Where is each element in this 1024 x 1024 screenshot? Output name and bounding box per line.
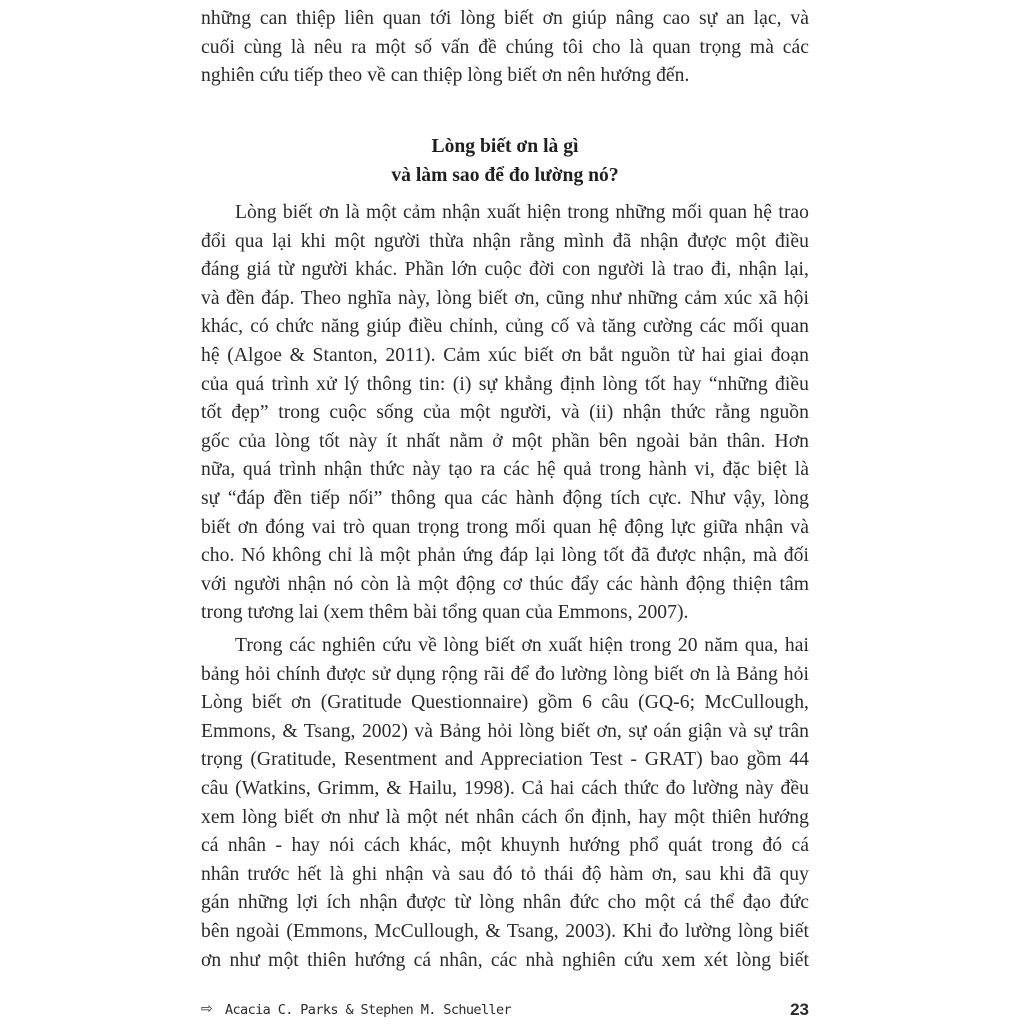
paragraph-definition xyxy=(201,199,809,628)
text-line: cuối cùng là nêu ra một số vấn đề chúng tôi cho là quan trọng mà các xyxy=(201,36,809,58)
text-line: Trong các nghiên cứu về lòng biết ơn xuất hiện trong 20 năm qua, hai xyxy=(235,635,809,656)
section-heading-line: và làm sao để đo lường nó? xyxy=(391,164,619,186)
text-line: Emmons, & Tsang, 2002) và Bảng hỏi lòng biết ơn, sự oán giận và sự trân xyxy=(201,720,809,742)
text-line: của quá trình xử lý thông tin: (i) sự khẳng định lòng tốt hay “những điều xyxy=(201,373,809,395)
text-line: trong tương lai (xem thêm bài tổng quan của Emmons, 2007). xyxy=(201,602,689,624)
paragraph-measurement xyxy=(201,632,809,975)
intro-paragraph-continuation xyxy=(201,5,809,91)
section-heading-line: Lòng biết ơn là gì xyxy=(431,136,579,157)
text-line: Lòng biết ơn là một cảm nhận xuất hiện trong những mối quan hệ trao xyxy=(235,202,809,223)
text-line: bảng hỏi chính được sử dụng rộng rãi để đo lường lòng biết ơn là Bảng hỏi xyxy=(201,663,809,685)
text-line: đáng giá từ người khác. Phần lớn cuộc đời con người là trao đi, nhận lại, xyxy=(201,259,809,281)
text-line: và đền đáp. Theo nghĩa này, lòng biết ơn, cũng như những cảm xúc xã hội xyxy=(201,287,809,309)
footer-authors: Acacia C. Parks & Stephen M. Schueller xyxy=(225,1002,512,1018)
text-line: cá nhân - hay nói cách khác, một khuynh hướng phổ quát trong đó cá xyxy=(201,835,809,857)
text-line: bên ngoài (Emmons, McCullough, & Tsang, 2003). Khi đo lường lòng biết xyxy=(201,920,809,942)
page-number: 23 xyxy=(790,1000,809,1019)
text-line: cho. Nó không chỉ là một phản ứng đáp lại lòng tốt đã được nhận, mà đối xyxy=(201,545,809,567)
text-line: khác, có chức năng giúp điều chỉnh, củng cố và tăng cường các mối quan xyxy=(201,316,809,338)
text-line: hệ (Algoe & Stanton, 2011). Cảm xúc biết ơn bắt nguồn từ hai giai đoạn xyxy=(201,344,809,366)
text-line: biết ơn đóng vai trò quan trọng trong mối quan hệ động lực giữa nhận và xyxy=(201,516,809,538)
text-line: tốt đẹp” trong cuộc sống của một người, và (ii) nhận thức rằng nguồn xyxy=(201,402,809,424)
text-line: nhân trước hết là ghi nhận và sau đó tỏ thái độ hàm ơn, sau khi đã quy xyxy=(201,863,809,885)
page-footer xyxy=(201,1000,809,1022)
text-line: xem lòng biết ơn như là một nét nhân cách ổn định, hay một thiên hướng xyxy=(201,806,809,828)
text-line: nghiên cứu tiếp theo về can thiệp lòng biết ơn nên hướng đến. xyxy=(201,65,690,87)
text-line: Lòng biết ơn (Gratitude Questionnaire) gồm 6 câu (GQ-6; McCullough, xyxy=(201,692,809,714)
text-line: câu (Watkins, Grimm, & Hailu, 1998). Cả hai cách thức đo lường này đều xyxy=(201,777,809,799)
section-heading xyxy=(201,133,809,190)
text-line: với người nhận nó còn là một động cơ thúc đẩy các hành động thiện tâm xyxy=(201,573,809,595)
text-line: ơn như một thiên hướng cá nhân, các nhà nghiên cứu xem xét lòng biết xyxy=(201,949,809,971)
text-line: gốc của lòng tốt này ít nhất nằm ở một phần bên ngoài bản thân. Hơn xyxy=(201,430,809,452)
text-line: sự “đáp đền tiếp nối” thông qua các hành động tích cực. Như vậy, lòng xyxy=(201,487,809,509)
text-line: trọng (Gratitude, Resentment and Appreciation Test - GRAT) bao gồm 44 xyxy=(201,749,809,771)
text-line: nữa, quá trình nhận thức này tạo ra các hệ quả trong hành vi, đặc biệt là xyxy=(201,459,809,481)
text-line: những can thiệp liên quan tới lòng biết ơn giúp nâng cao sự an lạc, và xyxy=(201,8,809,29)
right-arrow-outline-icon: ⇨ xyxy=(201,1001,213,1017)
text-line: gán những lợi ích nhận được từ lòng nhân đức cho một cá thể đạo đức xyxy=(201,892,809,914)
text-line: đổi qua lại khi một người thừa nhận rằng mình đã nhận được một điều xyxy=(201,230,809,252)
